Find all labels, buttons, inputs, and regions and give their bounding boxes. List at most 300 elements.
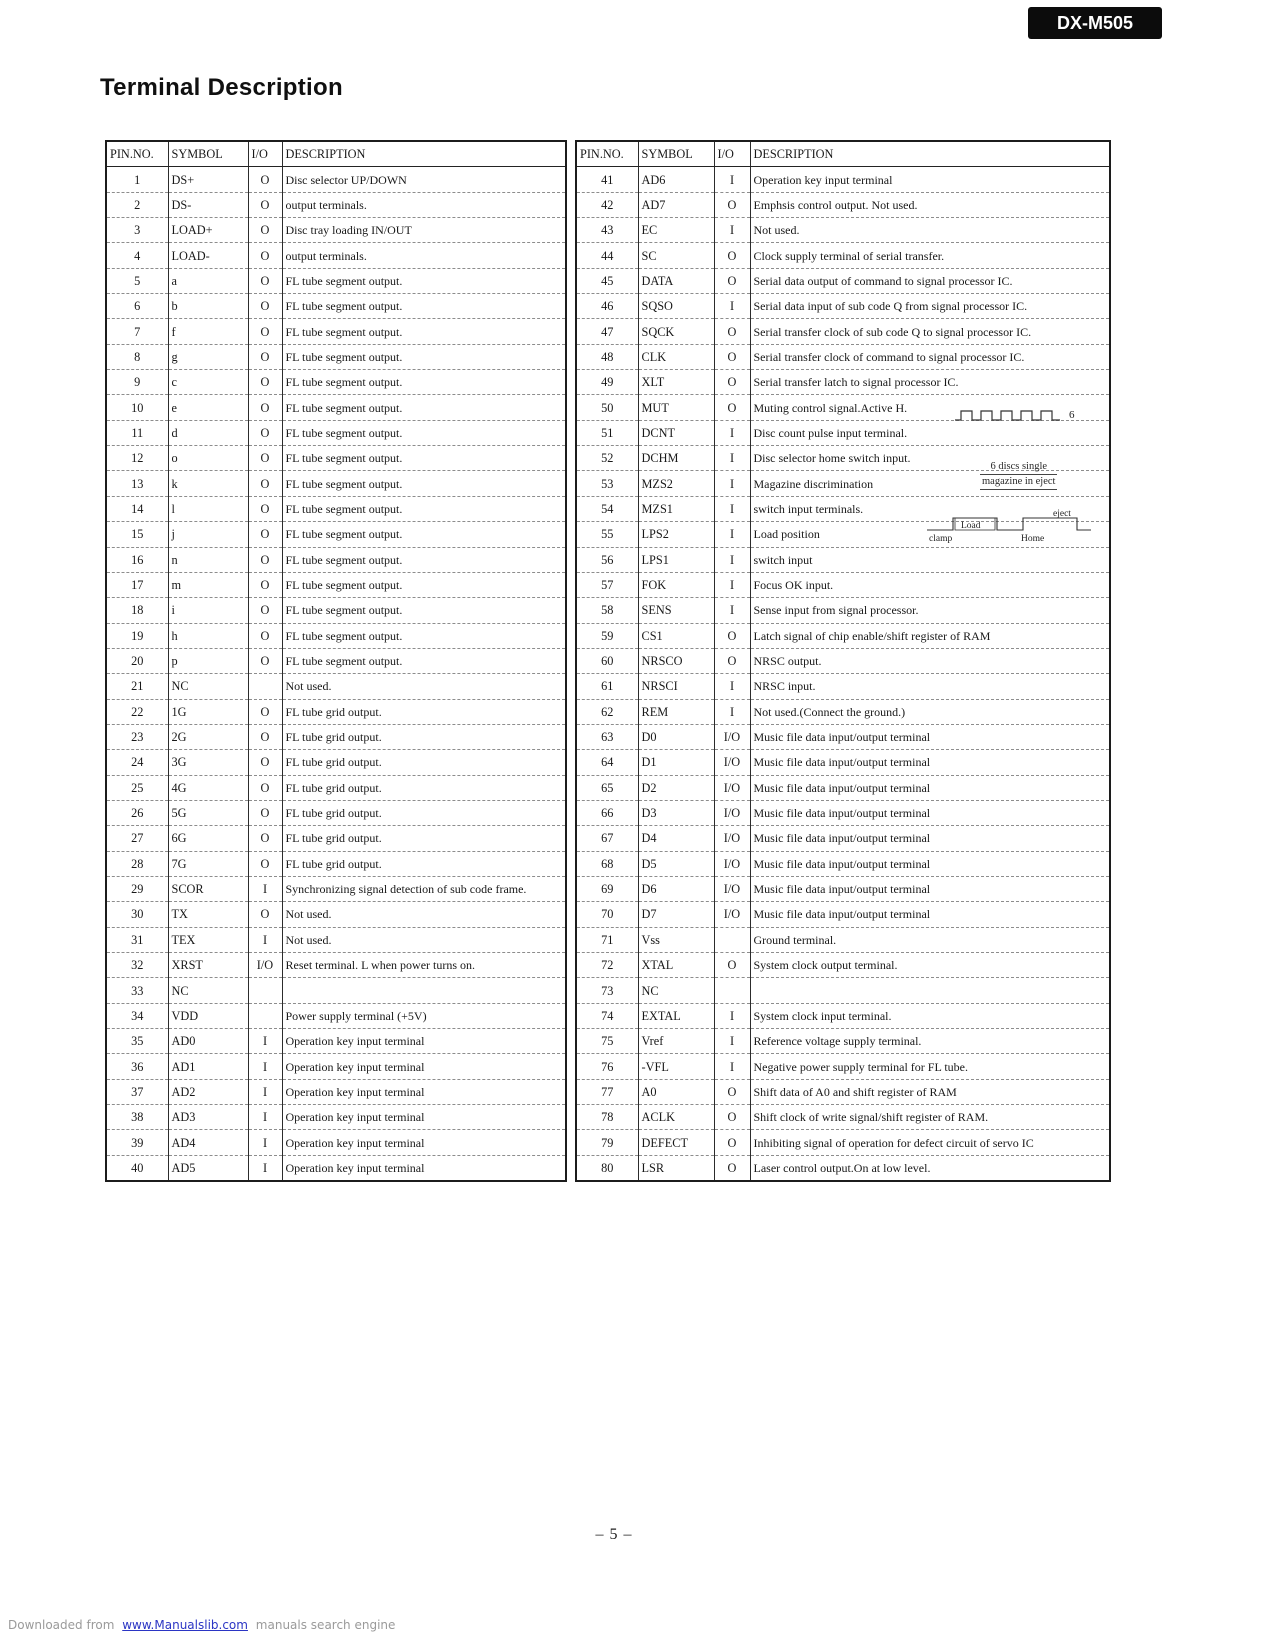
table-row [106,243,566,268]
io-cell: O [248,420,282,445]
description-cell: Disc selector home switch input. [750,446,1110,471]
table-row [576,218,1110,243]
description-cell: Disc tray loading IN/OUT [282,218,566,243]
symbol-cell: Vss [638,927,714,952]
magazine-note [980,460,1057,490]
symbol-cell: c [168,370,248,395]
description-cell: FL tube grid output. [282,699,566,724]
symbol-cell: DEFECT [638,1130,714,1155]
io-cell: I/O [714,826,750,851]
io-cell: I [714,572,750,597]
symbol-cell: D5 [638,851,714,876]
pin-cell: 34 [106,1003,168,1028]
pin-cell: 28 [106,851,168,876]
table-row [576,876,1110,901]
io-cell: O [248,192,282,217]
pin-cell: 54 [576,496,638,521]
description-cell: FL tube segment output. [282,294,566,319]
pin-cell: 51 [576,420,638,445]
symbol-cell: LPS2 [638,522,714,547]
table-row [576,572,1110,597]
symbol-cell: MZS2 [638,471,714,496]
pin-cell: 17 [106,572,168,597]
io-cell: O [248,598,282,623]
io-cell: I/O [714,800,750,825]
description-cell: Music file data input/output terminal [750,902,1110,927]
table-row [106,522,566,547]
io-cell [714,927,750,952]
table-row [576,167,1110,192]
symbol-cell: AD2 [168,1079,248,1104]
pin-cell: 1 [106,167,168,192]
io-cell: O [248,344,282,369]
table-row [576,192,1110,217]
symbol-cell: 4G [168,775,248,800]
io-cell: I [248,927,282,952]
symbol-cell: D6 [638,876,714,901]
symbol-cell: NC [168,978,248,1003]
table-row [106,1003,566,1028]
pin-cell: 74 [576,1003,638,1028]
description-cell: FL tube segment output. [282,395,566,420]
io-cell: I [714,1003,750,1028]
description-cell: Not used. [282,902,566,927]
pin-cell: 12 [106,446,168,471]
symbol-cell: D1 [638,750,714,775]
table-row [106,1155,566,1181]
io-cell: O [248,750,282,775]
table-row [576,243,1110,268]
description-cell: FL tube grid output. [282,750,566,775]
table-row [106,978,566,1003]
description-cell: NRSC input. [750,674,1110,699]
table-row [576,1003,1110,1028]
table-row [576,598,1110,623]
footer-suffix: manuals search engine [255,1618,396,1632]
description-cell: Serial transfer latch to signal processor IC. [750,370,1110,395]
symbol-cell: i [168,598,248,623]
description-cell: FL tube segment output. [282,572,566,597]
io-cell: O [248,268,282,293]
symbol-cell: AD0 [168,1029,248,1054]
table-row [106,674,566,699]
io-cell: O [248,370,282,395]
description-cell: Serial transfer clock of command to signal processor IC. [750,344,1110,369]
table-row [106,876,566,901]
description-cell: FL tube segment output. [282,547,566,572]
pin-cell: 75 [576,1029,638,1054]
description-cell: Music file data input/output terminal [750,851,1110,876]
table-row [106,395,566,420]
symbol-cell: b [168,294,248,319]
io-cell: O [714,648,750,673]
description-cell: FL tube segment output. [282,623,566,648]
description-cell: Music file data input/output terminal [750,750,1110,775]
description-cell: Emphsis control output. Not used. [750,192,1110,217]
description-cell: Focus OK input. [750,572,1110,597]
io-cell: O [714,1155,750,1181]
pin-cell: 44 [576,243,638,268]
pin-cell: 46 [576,294,638,319]
symbol-cell: EC [638,218,714,243]
symbol-cell: AD3 [168,1105,248,1130]
pin-cell: 50 [576,395,638,420]
clamp-label: clamp [929,534,953,544]
table-row [576,319,1110,344]
manualslib-link[interactable]: www.Manualslib.com [122,1618,248,1632]
pin-cell: 68 [576,851,638,876]
symbol-cell: l [168,496,248,521]
symbol-cell: EXTAL [638,1003,714,1028]
pin-cell: 39 [106,1130,168,1155]
io-cell: O [714,319,750,344]
io-cell: I [248,1105,282,1130]
pin-cell: 79 [576,1130,638,1155]
pin-cell: 65 [576,775,638,800]
symbol-cell: o [168,446,248,471]
table-row [106,953,566,978]
pin-cell: 77 [576,1079,638,1104]
io-cell: I [714,446,750,471]
io-cell: O [714,1079,750,1104]
io-cell: O [714,1130,750,1155]
description-cell: FL tube grid output. [282,826,566,851]
io-cell: I/O [714,750,750,775]
io-cell: O [248,800,282,825]
pin-cell: 10 [106,395,168,420]
description-cell: FL tube segment output. [282,268,566,293]
table-row [576,902,1110,927]
pin-cell: 22 [106,699,168,724]
io-cell: O [248,446,282,471]
description-cell: Magazine discrimination [750,471,1110,496]
description-cell: FL tube segment output. [282,446,566,471]
symbol-cell: 6G [168,826,248,851]
description-cell: Power supply terminal (+5V) [282,1003,566,1028]
description-cell: Operation key input terminal [282,1105,566,1130]
table-row [576,268,1110,293]
table-row [106,547,566,572]
table-row [106,775,566,800]
pin-cell: 27 [106,826,168,851]
io-cell: O [248,623,282,648]
io-cell: I [248,1130,282,1155]
table-row [106,902,566,927]
description-cell: Clock supply terminal of serial transfer. [750,243,1110,268]
io-cell: O [714,1105,750,1130]
description-cell: FL tube segment output. [282,344,566,369]
pin-cell: 37 [106,1079,168,1104]
pin-cell: 69 [576,876,638,901]
io-cell: I [248,1054,282,1079]
description-cell: FL tube grid output. [282,775,566,800]
description-cell: Operation key input terminal [282,1079,566,1104]
table-row [106,496,566,521]
description-cell: Serial transfer clock of sub code Q to signal processor IC. [750,319,1110,344]
symbol-cell: DCNT [638,420,714,445]
table-row [106,192,566,217]
pin-cell: 47 [576,319,638,344]
symbol-cell: f [168,319,248,344]
description-cell: Not used. [750,218,1110,243]
model-badge: DX-M505 [1028,7,1162,39]
pin-cell: 32 [106,953,168,978]
description-cell: Shift clock of write signal/shift register of RAM. [750,1105,1110,1130]
table-row [106,927,566,952]
symbol-cell: 1G [168,699,248,724]
io-cell: O [248,724,282,749]
pin-cell: 80 [576,1155,638,1181]
magazine-note-line1: 6 discs single [980,460,1057,475]
page-number: – 5 – [595,1526,633,1543]
symbol-cell: XLT [638,370,714,395]
io-cell: I [248,1029,282,1054]
io-cell: I [714,471,750,496]
header-row [576,141,1110,167]
symbol-cell: DS- [168,192,248,217]
io-cell: I [248,876,282,901]
pin-cell: 71 [576,927,638,952]
table-row [106,1054,566,1079]
pin-cell: 3 [106,218,168,243]
pin-cell: 4 [106,243,168,268]
table-row [106,446,566,471]
pin-cell: 64 [576,750,638,775]
symbol-cell: DCHM [638,446,714,471]
symbol-cell: VDD [168,1003,248,1028]
io-cell: O [248,648,282,673]
description-cell: Disc selector UP/DOWN [282,167,566,192]
pin-cell: 38 [106,1105,168,1130]
io-cell: O [248,243,282,268]
io-cell: I [714,218,750,243]
description-cell: Operation key input terminal [282,1130,566,1155]
description-cell: FL tube segment output. [282,522,566,547]
symbol-cell: D3 [638,800,714,825]
column-header-description: DESCRIPTION [282,141,566,167]
pin-cell: 61 [576,674,638,699]
symbol-cell: DATA [638,268,714,293]
pin-cell: 15 [106,522,168,547]
symbol-cell: h [168,623,248,648]
description-cell: FL tube segment output. [282,648,566,673]
io-cell: I/O [248,953,282,978]
pin-cell: 60 [576,648,638,673]
symbol-cell: XRST [168,953,248,978]
pin-cell: 49 [576,370,638,395]
description-cell: FL tube segment output. [282,496,566,521]
symbol-cell: TEX [168,927,248,952]
table-row [106,800,566,825]
pin-cell: 57 [576,572,638,597]
left-table-wrap [105,140,567,1182]
magazine-note-line2: magazine in eject [980,475,1057,490]
io-cell [714,978,750,1003]
pin-cell: 11 [106,420,168,445]
pin-cell: 58 [576,598,638,623]
table-row [576,927,1110,952]
symbol-cell: NC [168,674,248,699]
symbol-cell: LOAD+ [168,218,248,243]
symbol-cell: j [168,522,248,547]
table-row [576,674,1110,699]
io-cell: I [714,547,750,572]
description-cell: Operation key input terminal [282,1054,566,1079]
footer [8,1618,395,1632]
header-row [106,141,566,167]
description-cell: Operation key input terminal [282,1155,566,1181]
description-cell: NRSC output. [750,648,1110,673]
footer-prefix: Downloaded from [8,1618,115,1632]
symbol-cell: 2G [168,724,248,749]
pin-cell: 59 [576,623,638,648]
symbol-cell: CS1 [638,623,714,648]
io-cell: O [714,953,750,978]
load-label: Load [961,521,981,531]
table-row [106,598,566,623]
symbol-cell: D7 [638,902,714,927]
description-cell: Music file data input/output terminal [750,800,1110,825]
io-cell: O [248,699,282,724]
right-table-wrap [575,140,1111,1182]
left-terminal-table [105,140,567,1182]
description-cell: Serial data output of command to signal processor IC. [750,268,1110,293]
pin-cell: 66 [576,800,638,825]
description-cell: output terminals. [282,243,566,268]
table-row [576,750,1110,775]
symbol-cell: p [168,648,248,673]
description-cell: switch input [750,547,1110,572]
pin-cell: 29 [106,876,168,901]
description-cell: Inhibiting signal of operation for defect circuit of servo IC [750,1130,1110,1155]
io-cell [248,1003,282,1028]
io-cell: O [714,268,750,293]
symbol-cell: a [168,268,248,293]
table-row [106,724,566,749]
description-cell: System clock output terminal. [750,953,1110,978]
symbol-cell: D4 [638,826,714,851]
io-cell: O [248,218,282,243]
table-row [576,623,1110,648]
io-cell: O [248,572,282,597]
table-row [576,1054,1110,1079]
description-cell: Sense input from signal processor. [750,598,1110,623]
symbol-cell: XTAL [638,953,714,978]
io-cell: I/O [714,724,750,749]
symbol-cell: d [168,420,248,445]
table-row [106,167,566,192]
pin-cell: 41 [576,167,638,192]
io-cell: O [248,547,282,572]
description-cell [750,978,1110,1003]
pin-cell: 6 [106,294,168,319]
description-cell: Music file data input/output terminal [750,724,1110,749]
symbol-cell: CLK [638,344,714,369]
io-cell: O [248,826,282,851]
io-cell: O [248,775,282,800]
description-cell: FL tube segment output. [282,598,566,623]
pin-cell: 76 [576,1054,638,1079]
table-row [576,420,1110,445]
load-position-diagram [925,508,1107,544]
symbol-cell: AD7 [638,192,714,217]
description-cell: output terminals. [282,192,566,217]
io-cell: O [248,395,282,420]
symbol-cell: g [168,344,248,369]
eject-label: eject [1053,509,1071,519]
io-cell: O [248,294,282,319]
table-row [106,1029,566,1054]
description-cell: Synchronizing signal detection of sub code frame. [282,876,566,901]
pin-cell: 67 [576,826,638,851]
description-cell: FL tube segment output. [282,319,566,344]
table-row [576,547,1110,572]
pin-cell: 33 [106,978,168,1003]
disc-count-label: 6 [1069,409,1075,421]
table-row [576,344,1110,369]
table-row [576,1029,1110,1054]
pin-cell: 9 [106,370,168,395]
symbol-cell: DS+ [168,167,248,192]
pin-cell: 16 [106,547,168,572]
description-cell: System clock input terminal. [750,1003,1110,1028]
io-cell [248,674,282,699]
table-row [576,826,1110,851]
pin-cell: 53 [576,471,638,496]
io-cell: O [248,851,282,876]
pin-cell: 72 [576,953,638,978]
description-cell: Serial data input of sub code Q from signal processor IC. [750,294,1110,319]
io-cell: O [248,167,282,192]
table-row [106,826,566,851]
table-row [576,775,1110,800]
symbol-cell: D0 [638,724,714,749]
pin-cell: 56 [576,547,638,572]
description-cell: FL tube segment output. [282,420,566,445]
table-row [106,319,566,344]
table-row [576,370,1110,395]
pin-cell: 31 [106,927,168,952]
symbol-cell: SQCK [638,319,714,344]
symbol-cell: TX [168,902,248,927]
pin-cell: 5 [106,268,168,293]
description-cell: FL tube grid output. [282,851,566,876]
io-cell: O [248,319,282,344]
symbol-cell: LPS1 [638,547,714,572]
io-cell: O [248,471,282,496]
table-row [576,294,1110,319]
io-cell: I [714,420,750,445]
description-cell: Latch signal of chip enable/shift register of RAM [750,623,1110,648]
io-cell: I/O [714,851,750,876]
pin-cell: 23 [106,724,168,749]
column-header-symbol: SYMBOL [168,141,248,167]
symbol-cell: D2 [638,775,714,800]
pin-cell: 62 [576,699,638,724]
io-cell: O [714,623,750,648]
pin-cell: 30 [106,902,168,927]
right-terminal-table [575,140,1111,1182]
io-cell: O [714,243,750,268]
column-header-symbol: SYMBOL [638,141,714,167]
symbol-cell: REM [638,699,714,724]
pin-cell: 40 [106,1155,168,1181]
symbol-cell: 5G [168,800,248,825]
pin-cell: 8 [106,344,168,369]
description-cell: Operation key input terminal [282,1029,566,1054]
column-header-io: I/O [248,141,282,167]
symbol-cell: FOK [638,572,714,597]
